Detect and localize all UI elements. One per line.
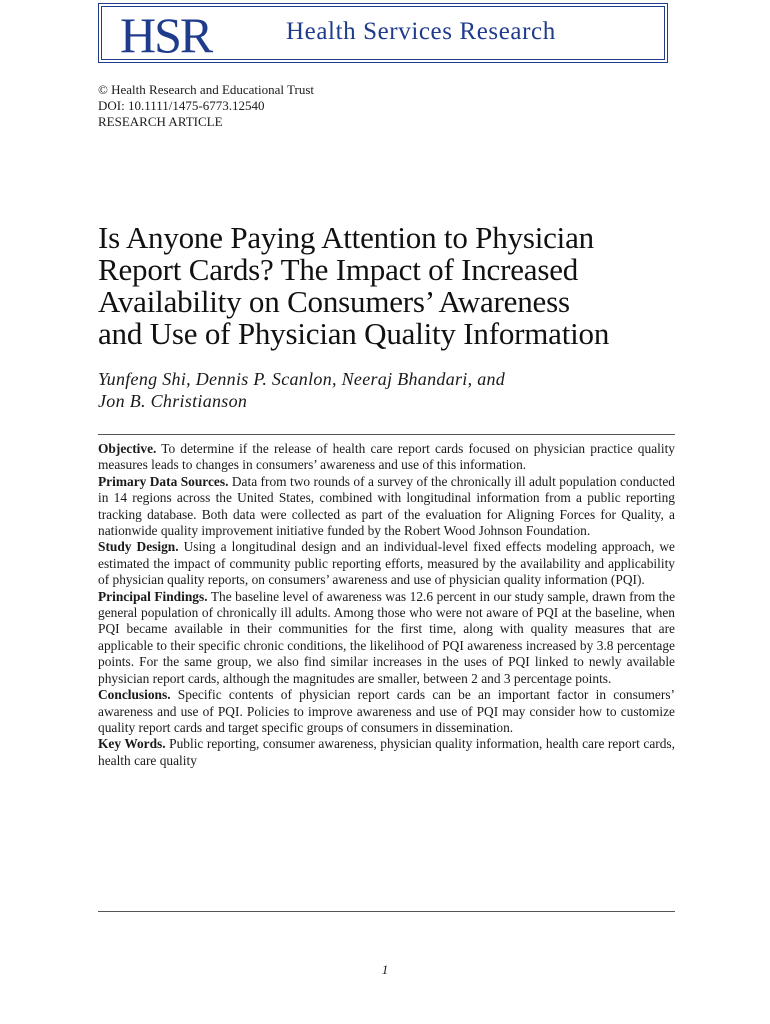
section-text: Data from two rounds of a survey of the chronically ill adult population conducted in 14 regions across the United States, combined with longitudinal information from a public reporting tracking database. Both data were collected as part of the evaluation for Aligning Forces for Quality, a nationwide quality improvement initiative funded by the Robert Wood Johnson Foundation. xyxy=(98,473,675,539)
section-text: Specific contents of physician report cards can be an important factor in consumers’ awareness and use of PQI. Policies to improve awareness and use of PQI may consider how to customize quality report cards and target specific groups of consumers in dissemination. xyxy=(98,687,675,735)
title-line: Availability on Consumers’ Awareness xyxy=(98,284,570,319)
abstract-study-design xyxy=(98,539,675,588)
title-line: Report Cards? The Impact of Increased xyxy=(98,252,579,287)
abstract-findings xyxy=(98,589,675,687)
article-type: RESEARCH ARTICLE xyxy=(98,114,223,129)
abstract-data-sources xyxy=(98,474,675,540)
article-title xyxy=(98,222,698,350)
copyright-line: © Health Research and Educational Trust xyxy=(98,82,315,97)
abstract-bottom-rule xyxy=(98,911,675,912)
section-label: Primary Data Sources. xyxy=(98,473,229,489)
abstract-top-rule xyxy=(98,434,675,435)
page-number: 1 xyxy=(381,962,389,977)
section-label: Key Words. xyxy=(98,736,166,752)
journal-header xyxy=(98,3,668,63)
section-text: Public reporting, consumer awareness, physician quality information, health care report cards, health care quality xyxy=(98,736,675,768)
author-line: Jon B. Christianson xyxy=(98,391,248,411)
section-label: Study Design. xyxy=(98,539,179,555)
section-text: To determine if the release of health care report cards focused on physician practice quality measures leads to changes in consumers’ awareness and use of this information. xyxy=(98,441,675,473)
author-line: Yunfeng Shi, Dennis P. Scanlon, Neeraj Bhandari, and xyxy=(98,369,506,389)
section-text: The baseline level of awareness was 12.6 percent in our study sample, drawn from the general population of chronically ill adults. Among those who were not aware of PQI at the baseline, when PQI became available in their communities for the first time, along with quality measures that are applicable to their specific chronic conditions, the likelihood of PQI awareness increased by 3.8 percentage points. For the same group, we also find similar increases in the uses of PQI linked to newly available physician report cards, although the magnitudes are smaller, between 2 and 3 percentage points. xyxy=(98,588,676,686)
abstract-conclusions xyxy=(98,687,675,736)
abstract-objective xyxy=(98,441,675,474)
author-list xyxy=(98,368,505,412)
article-meta xyxy=(98,82,314,130)
journal-header-frame xyxy=(101,6,665,63)
abstract xyxy=(98,441,675,769)
title-line: Is Anyone Paying Attention to Physician xyxy=(98,220,594,255)
journal-name: Health Services Research xyxy=(286,18,556,45)
title-line: and Use of Physician Quality Information xyxy=(98,316,610,351)
journal-logo: HSR xyxy=(120,7,212,63)
section-label: Objective. xyxy=(98,441,157,456)
doi-line: DOI: 10.1111/1475-6773.12540 xyxy=(98,98,265,113)
abstract-keywords xyxy=(98,736,675,769)
section-label: Principal Findings. xyxy=(98,588,208,604)
section-label: Conclusions. xyxy=(98,687,171,703)
section-text: Using a longitudinal design and an individual-level fixed effects modeling approach, we estimated the impact of community public reporting efforts, measured by the availability and applicability of physician quality reports, on consumers’ awareness and use of physician quality information (PQI). xyxy=(98,539,675,588)
